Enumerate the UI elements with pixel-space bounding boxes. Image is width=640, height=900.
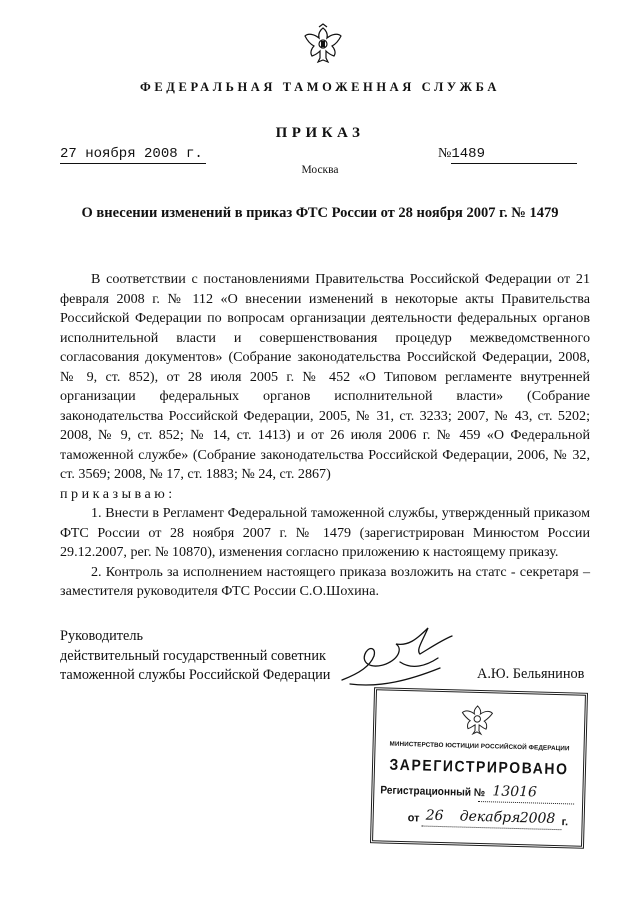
item-1-paragraph: 1. Внести в Регламент Федеральной таможенной службы, утвержденный приказом ФТС России от 28 ноября 2007 г. № 1479 (зарегистрирован Минюстом России 29.12.2007, рег. № 10870), изменения согласно приложению к настоящему приказу. [60,505,590,560]
stamp-registered: ЗАРЕГИСТРИРОВАНО [389,756,569,779]
signatory-title [60,627,330,686]
stamp-month: декабря [459,808,521,827]
stamp-date-prefix: от [407,812,420,825]
agency-name: ФЕДЕРАЛЬНАЯ ТАМОЖЕННАЯ СЛУЖБА [140,80,500,94]
preamble-paragraph: В соответствии с постановлениями Правительства Российской Федерации от 21 февраля 2008 г. № 112 «О внесении изменений в некоторые акты Правительства Российской Федерации по вопросам организации деятельности федеральных органов исполнительной власти и совершенствования процедур межведомственного согласования документов» (Собрание законодательства Российской Федерации, 2008, № 9, ст. 852), от 28 июля 2005 г. № 452 «О Типовом регламенте внутренней организации федеральных органов исполнительной власти» (Собрание законодательства Российской Федерации, 2005, № 31, ст. 3233; 2007, № 43, ст. 5202; 2008, № 9, ст. 852; № 14, ст. 1413) и от 26 июля 2006 г. № 459 «О Федеральной таможенной службе» (Собрание законодательства Российской Федерации, 2006, № 32, ст. 3569; 2008, № 17, ст. 1883; № 24, ст. 2867) [60,271,590,482]
number-value: 1489 [451,146,577,164]
stamp-coat-of-arms-icon [458,700,497,739]
item-2-paragraph: 2. Контроль за исполнением настоящего приказа возложить на статс - секретаря – заместителя руководителя ФТС России С.О.Шохина. [60,563,590,599]
stamp-ministry: МИНИСТЕРСТВО ЮСТИЦИИ РОССИЙСКОЙ ФЕДЕРАЦИИ [389,740,570,753]
document-type: ПРИКАЗ [275,125,365,141]
document-number [438,146,588,164]
document-body [60,270,590,602]
stamp-registration-number: 13016 [492,783,538,801]
signatory-name: А.Ю. Бельянинов [477,666,585,682]
signatory-line-2: действительный государственный советник [60,647,326,664]
registration-stamp [370,687,588,849]
stamp-year: 2008 [519,810,556,828]
number-prefix: № [438,146,452,161]
stamp-year-suffix: г. [561,816,569,829]
stamp-registration-label: Регистрационный № [380,784,486,800]
signatory-line-3: таможенной службы Российской Федерации [60,667,331,683]
handwritten-signature [330,618,480,698]
city: Москва [301,164,339,176]
russian-coat-of-arms-icon [300,22,346,68]
document-subject: О внесении изменений в приказ ФТС России от 28 ноября 2007 г. № 1479 [81,205,559,221]
document-date: 27 ноября 2008 г. [60,146,206,164]
stamp-day: 26 [425,807,444,825]
command-word: приказываю: [60,485,176,502]
signatory-line-1: Руководитель [60,628,144,644]
